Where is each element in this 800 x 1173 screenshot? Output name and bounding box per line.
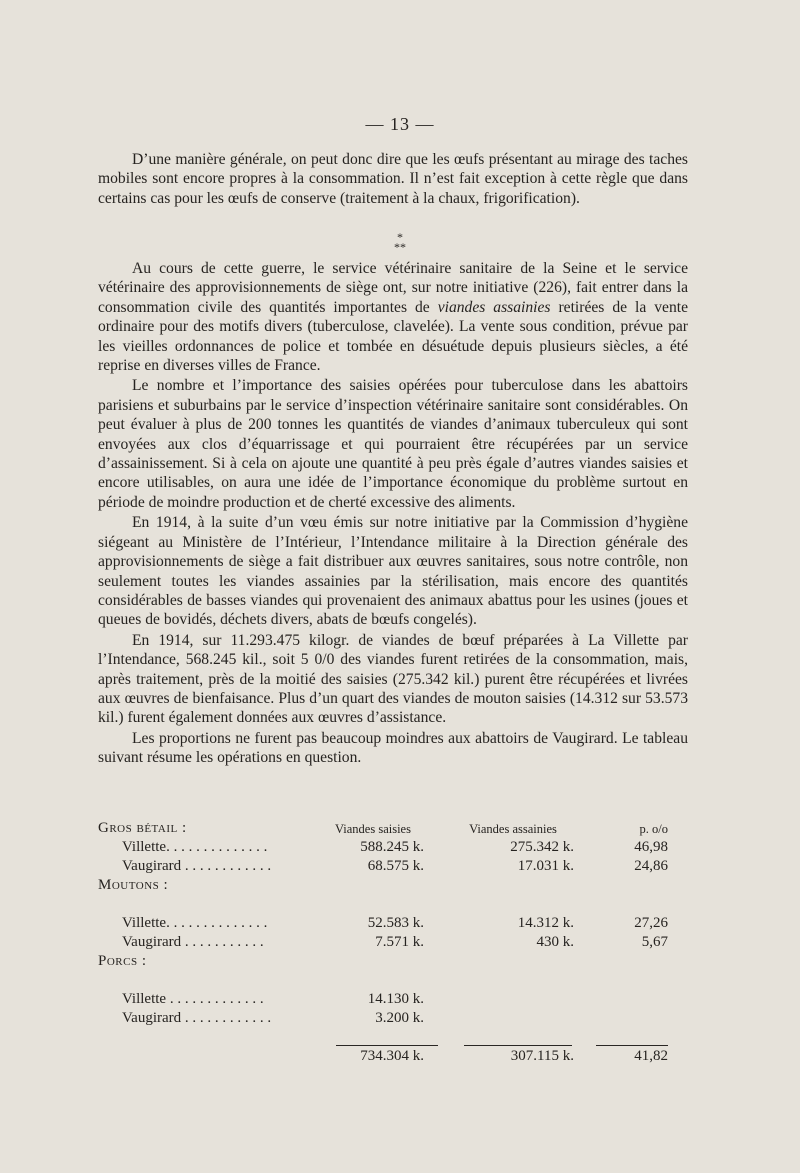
intro-block xyxy=(98,150,688,208)
paragraph-1914-commission: En 1914, à la suite d’un vœu émis sur notre initiative par la Commission d’hygiène siégeant au Ministère de l’Intérieur, l’Intendance militaire à la Direction générale des approvisionnements de siège a fait distribuer aux œuvres sanitaires, sous notre contrôle, non seulement toutes les viandes assainies par la stérilisation, mais encore des quantités considérables de basses viandes qui provenaient des animaux abattus pour les usines (joues et queues de bovidés, déchets divers, abats de bœufs congelés). xyxy=(98,514,688,629)
column-header-percent: p. o/o xyxy=(639,822,668,836)
table-row xyxy=(98,856,668,875)
cell-assainies: 275.342 k. xyxy=(510,839,574,855)
separator-star-bottom: ** xyxy=(394,240,406,254)
section-separator xyxy=(0,232,800,252)
total-assainies: 307.115 k. xyxy=(510,1048,574,1064)
cell-assainies: 14.312 k. xyxy=(517,915,574,931)
cell-percent: 24,86 xyxy=(634,858,668,874)
cell-saisies: 52.583 k. xyxy=(367,915,424,931)
table-row xyxy=(98,837,668,856)
table-row xyxy=(98,1008,668,1027)
cell-saisies: 7.571 k. xyxy=(375,934,424,950)
category-gros-betail: Gros bétail : xyxy=(98,820,187,836)
column-header-assainies: Viandes assainies xyxy=(469,822,557,836)
table-row xyxy=(98,932,668,951)
category-moutons: Moutons : xyxy=(98,877,169,893)
paragraph-tuberculosis: Le nombre et l’importance des saisies opérées pour tuberculose dans les abattoirs parisiens et suburbains par le service d’inspection vétérinaire sanitaire sont considérables. On peut évaluer à plus de 200 tonnes les quantités de viandes d’animaux tuberculeux qui sont envoyées aux clos d’équarrissage et qui pourraient être récupérées par un service d’assainissement. Si à cela on ajoute une quantité à peu près égale d’autres viandes saisies et encore utilisables, on aura une idée de l’importance économique du problème surtout en période de moindre production et de cherté excessive des aliments. xyxy=(98,377,688,511)
page-number: — 13 — xyxy=(365,114,435,134)
paragraph-text: Au cours de cette guerre, le service vétérinaire sanitaire de la Seine et le service vétérinaire des approvisionnements de siège ont, sur notre initiative (226), fait entrer dans la consommation civile des quantités importantes de xyxy=(98,260,688,316)
row-label: Vaugirard . . . . . . . . . . . . xyxy=(122,858,272,874)
category-porcs: Porcs : xyxy=(98,953,147,969)
cell-saisies: 68.575 k. xyxy=(367,858,424,874)
table-category-row xyxy=(98,951,668,970)
paragraph-war-service xyxy=(98,259,688,375)
cell-assainies: 430 k. xyxy=(536,934,574,950)
table-row xyxy=(98,989,668,1008)
total-saisies: 734.304 k. xyxy=(360,1048,424,1064)
table-row xyxy=(98,913,668,932)
separator-star-top: * xyxy=(397,230,403,244)
cell-percent: 27,26 xyxy=(634,915,668,931)
cell-assainies: 17.031 k. xyxy=(517,858,574,874)
cell-saisies: 14.130 k. xyxy=(367,991,424,1007)
cell-saisies: 3.200 k. xyxy=(375,1010,424,1026)
cell-saisies: 588.245 k. xyxy=(360,839,424,855)
table-category-row xyxy=(98,875,668,894)
column-header-saisies: Viandes saisies xyxy=(335,822,411,836)
table-header-row xyxy=(98,818,668,837)
operations-table xyxy=(98,818,668,1065)
paragraph-text: retirées de la vente ordinaire pour des motifs divers (tuberculose, clavelée). La vente sous condition, prévue par les vieilles ordonnances de police et tombée en désuétude depuis plusieurs siècles, a été reprise en diverses villes de France. xyxy=(98,298,689,375)
total-percent: 41,82 xyxy=(634,1048,668,1064)
row-label: Villette . . . . . . . . . . . . . xyxy=(122,991,264,1007)
main-block xyxy=(98,259,688,768)
row-label: Vaugirard . . . . . . . . . . . . xyxy=(122,1010,272,1026)
row-label: Vaugirard . . . . . . . . . . . xyxy=(122,934,264,950)
row-label: Villette. . . . . . . . . . . . . . xyxy=(122,915,268,931)
paragraph-vaugirard: Les proportions ne furent pas beaucoup moindres aux abattoirs de Vaugirard. Le tableau suivant résume les opérations en question. xyxy=(98,729,688,767)
cell-percent: 46,98 xyxy=(634,839,668,855)
paragraph-eggs: D’une manière générale, on peut donc dire que les œufs présentant au mirage des taches mobiles sont encore propres à la consommation. Il n’est fait exception à cette règle que dans certains cas pour les œufs de conserve (traitement à la chaux, frigorification). xyxy=(98,151,688,207)
cell-percent: 5,67 xyxy=(641,934,668,950)
table-total-row xyxy=(98,1046,668,1065)
total-rule-row xyxy=(98,1027,668,1046)
paragraph-italic-term: viandes assainies xyxy=(437,298,551,316)
paragraph-1914-villette: En 1914, sur 11.293.475 kilogr. de viandes de bœuf préparées à La Villette par l’Intendance, 568.245 kil., soit 5 0/0 des viandes furent retirées de la consommation, mais, après traitement, près de la moitié des saisies (275.342 kil.) purent être récupérées et livrées aux œuvres de bienfaisance. Plus d’un quart des viandes de mouton saisies (14.312 sur 53.573 kil.) furent également données aux œuvres d’assistance. xyxy=(98,631,688,727)
row-label: Villette. . . . . . . . . . . . . . xyxy=(122,839,268,855)
